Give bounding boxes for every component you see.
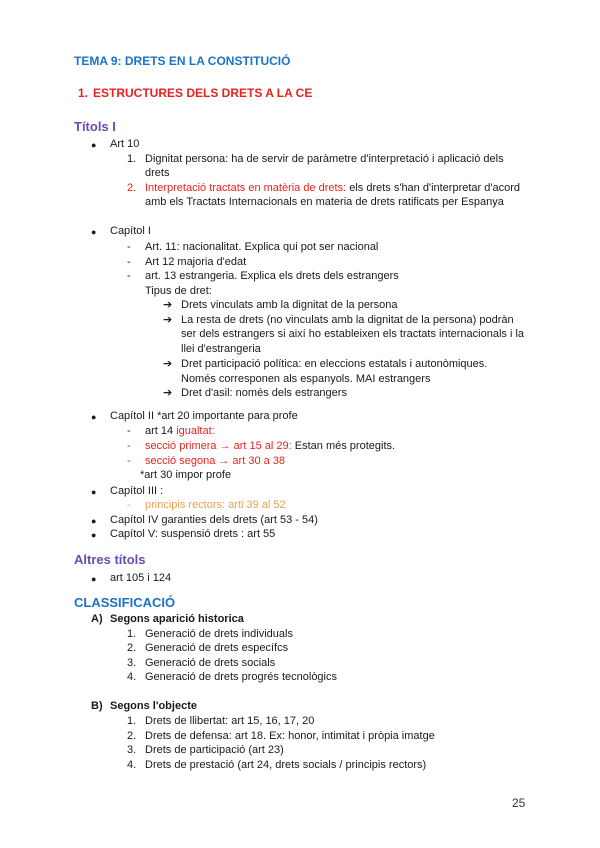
dash-icon: - bbox=[127, 241, 131, 253]
tipus-item-cont: ser dels estrangers si així ho estableixen els tractats internacionals i la bbox=[181, 328, 525, 340]
dash-icon: - bbox=[127, 440, 131, 452]
dash-icon: - bbox=[127, 256, 131, 268]
tipus-item: Drets vinculats amb la dignitat de la persona bbox=[181, 299, 398, 311]
list-item: Generació de drets progrés tecnològics bbox=[145, 671, 337, 683]
bullet-icon: ● bbox=[91, 530, 97, 540]
list-item-text: Dignitat persona: ha de servir de paràmetre d'interpretació i aplicació dels bbox=[145, 153, 504, 165]
list-item: Art 12 majoria d'edat bbox=[145, 256, 247, 268]
note: *art 30 impor profe bbox=[140, 469, 232, 481]
list-item bbox=[145, 439, 395, 453]
bullet-icon: ● bbox=[91, 516, 97, 526]
highlight-red: igualtat: bbox=[176, 425, 215, 437]
capitol4-label: Capítol IV garanties dels drets (art 53 - 54) bbox=[110, 514, 318, 526]
subsection-label: A) bbox=[91, 613, 103, 625]
list-number: 3. bbox=[127, 657, 137, 669]
list-item-rest: els drets s'han d'interpretar d'acord bbox=[346, 182, 520, 194]
dash-icon: - bbox=[127, 270, 131, 282]
bullet-icon: ● bbox=[91, 140, 97, 150]
arrow-icon: ➔ bbox=[163, 358, 173, 370]
highlight-red: Interpretació tractats en matèria de drets: bbox=[145, 182, 347, 194]
list-number: 2. bbox=[127, 182, 137, 194]
list-item-text-cont: drets bbox=[145, 167, 170, 179]
list-item-plain: art 14 bbox=[145, 425, 177, 437]
list-item-text-cont: amb els Tractats Internacionals en materia de drets ratificats per Espanya bbox=[145, 196, 504, 208]
dash-icon: - bbox=[127, 425, 131, 437]
tipus-label: Tipus de dret: bbox=[145, 285, 212, 297]
dash-icon: - bbox=[127, 455, 131, 467]
art10-label: Art 10 bbox=[110, 138, 140, 150]
list-number: 1. bbox=[127, 715, 137, 727]
document-title: TEMA 9: DRETS EN LA CONSTITUCIÓ bbox=[74, 54, 291, 68]
list-number: 2. bbox=[127, 642, 137, 654]
altres-item: art 105 i 124 bbox=[110, 572, 172, 584]
list-number: 1. bbox=[127, 153, 137, 165]
list-item: principis rectors: arti 39 al 52 bbox=[145, 499, 286, 511]
highlight-red: secció primera → art 15 al 29: bbox=[145, 440, 292, 452]
titols-heading: Títols I bbox=[74, 119, 116, 134]
subsection-label: B) bbox=[91, 700, 103, 712]
list-item: Art. 11: nacionalitat. Explica qui pot ser nacional bbox=[145, 241, 379, 253]
page-number: 25 bbox=[512, 796, 526, 810]
capitol1-label: Capítol I bbox=[110, 225, 151, 237]
list-number: 4. bbox=[127, 759, 137, 771]
list-item: Generació de drets socials bbox=[145, 657, 276, 669]
bullet-icon: ● bbox=[91, 487, 97, 497]
capitol2-label: Capítol II *art 20 importante para profe bbox=[110, 410, 298, 422]
list-item-plain: Estan més protegits. bbox=[291, 440, 396, 452]
capitol3-label: Capítol III : bbox=[110, 485, 164, 497]
tipus-item: Dret participació política: en eleccions estatals i autonòmiques. bbox=[181, 358, 488, 370]
tipus-item-cont: Només corresponen als espanyols. MAI estrangers bbox=[181, 373, 431, 385]
list-number: 4. bbox=[127, 671, 137, 683]
list-item: art. 13 estrangeria. Explica els drets dels estrangers bbox=[145, 270, 399, 282]
list-item: Drets de llibertat: art 15, 16, 17, 20 bbox=[145, 715, 315, 727]
tipus-item: La resta de drets (no vinculats amb la dignitat de la persona) podràn bbox=[181, 314, 514, 326]
tipus-item: Dret d'asil: només dels estrangers bbox=[181, 387, 347, 399]
altres-heading: Altres títols bbox=[74, 552, 146, 567]
arrow-icon: ➔ bbox=[163, 387, 173, 399]
dash-icon: - bbox=[127, 499, 131, 511]
subsection-title: Segons aparició historica bbox=[110, 613, 244, 625]
list-item: Drets de defensa: art 18. Ex: honor, intimitat i pròpia imatge bbox=[145, 730, 435, 742]
list-number: 1. bbox=[127, 628, 137, 640]
tipus-item-cont: llei d'estrangeria bbox=[181, 343, 261, 355]
list-item-text bbox=[145, 181, 520, 195]
arrow-icon: ➔ bbox=[163, 314, 173, 326]
section-number: 1. bbox=[78, 86, 89, 100]
list-item: Drets de participació (art 23) bbox=[145, 744, 284, 756]
list-number: 2. bbox=[127, 730, 137, 742]
list-item bbox=[145, 424, 215, 438]
list-item: Generació de drets individuals bbox=[145, 628, 293, 640]
list-item: secció segona → art 30 a 38 bbox=[145, 455, 286, 467]
arrow-icon: ➔ bbox=[163, 299, 173, 311]
bullet-icon: ● bbox=[91, 412, 97, 422]
bullet-icon: ● bbox=[91, 574, 97, 584]
list-number: 3. bbox=[127, 744, 137, 756]
bullet-icon: ● bbox=[91, 227, 97, 237]
subsection-title: Segons l'objecte bbox=[110, 700, 197, 712]
section-title: ESTRUCTURES DELS DRETS A LA CE bbox=[93, 86, 313, 100]
list-item: Generació de drets específcs bbox=[145, 642, 289, 654]
classificacio-heading: CLASSIFICACIÓ bbox=[74, 595, 176, 610]
capitol5-label: Capítol V: suspensió drets : art 55 bbox=[110, 528, 276, 540]
list-item: Drets de prestació (art 24, drets socials / principis rectors) bbox=[145, 759, 427, 771]
